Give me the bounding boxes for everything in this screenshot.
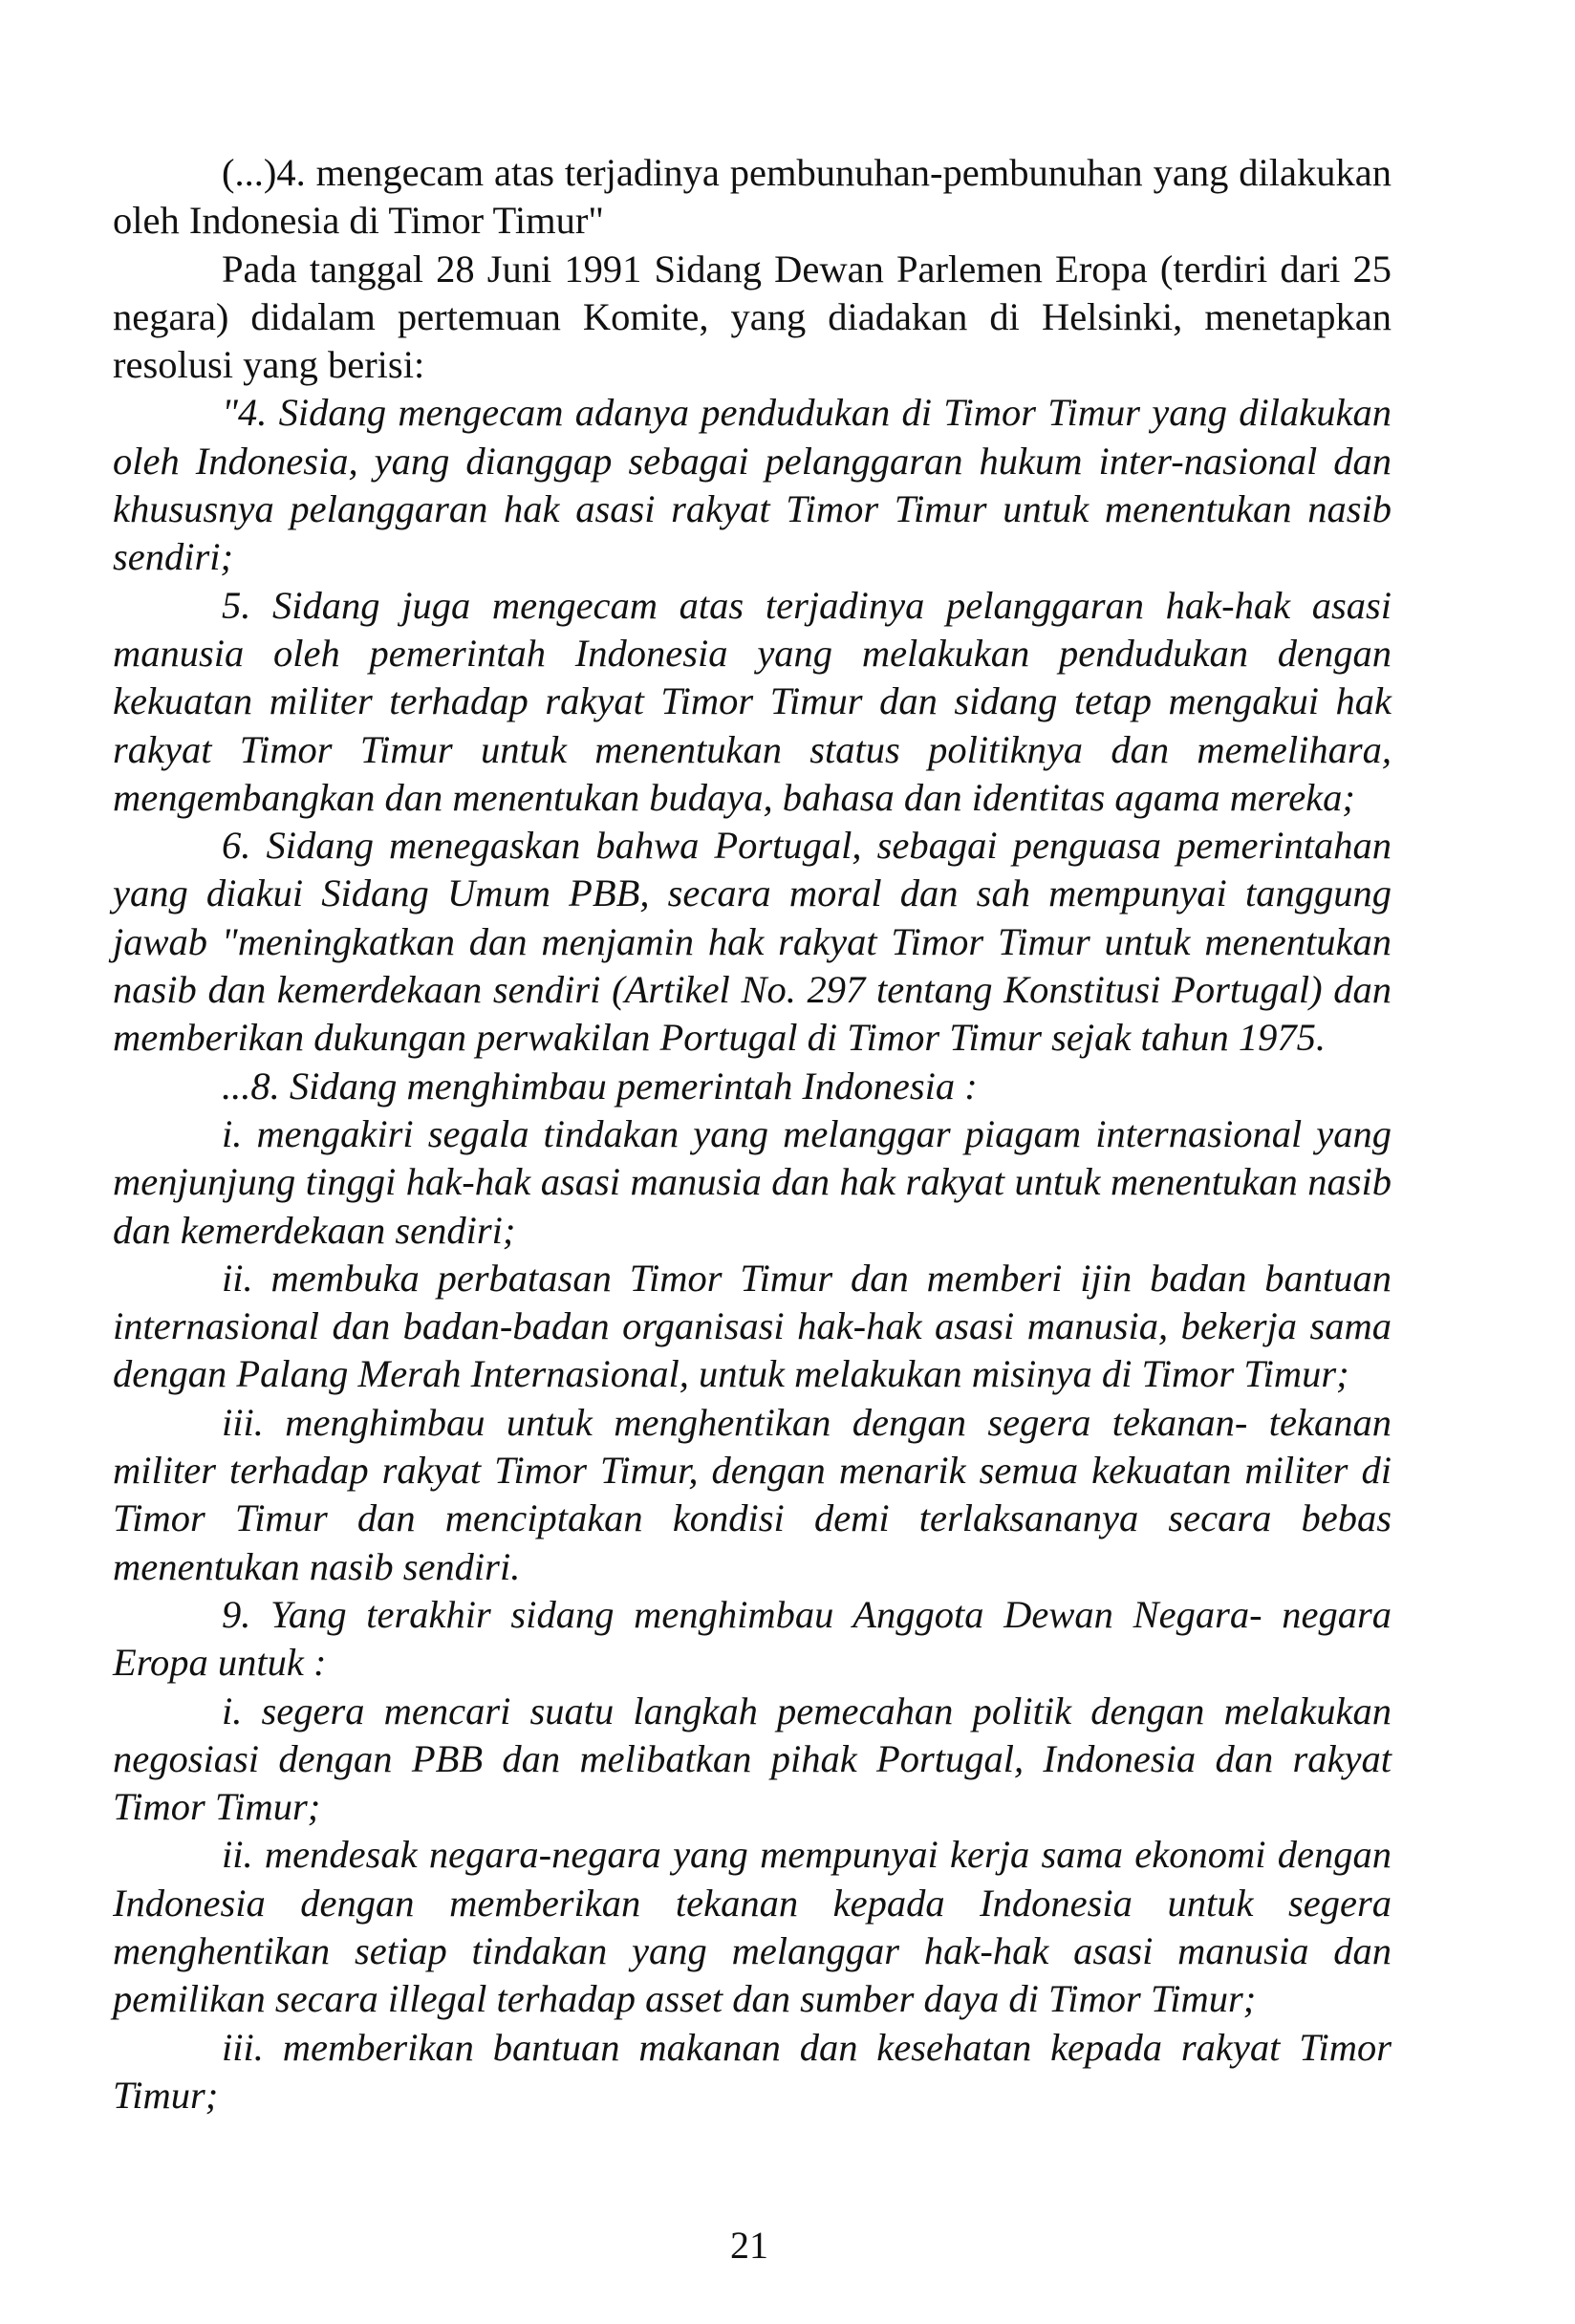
paragraph-point-9: 9. Yang terakhir sidang menghimbau Anggota Dewan Negara- negara Eropa untuk : <box>113 1592 1392 1685</box>
paragraph-resolution-intro: Pada tanggal 28 Juni 1991 Sidang Dewan Parlemen Eropa (terdiri dari 25 negara) didalam pertemuan Komite, yang diadakan di Helsinki, menetapkan resolusi yang berisi: <box>113 247 1392 387</box>
paragraph-point-9-i: i. segera mencari suatu langkah pemecahan politik dengan melakukan negosiasi dengan PBB dan melibatkan pihak Portugal, Indonesia dan rakyat Timor Timur; <box>113 1689 1392 1829</box>
paragraph-point-8-iii: iii. menghimbau untuk menghentikan dengan segera tekanan- tekanan militer terhadap rakyat Timor Timur, dengan menarik semua kekuatan militer di Timor Timur dan menciptakan kondisi demi terlaksananya secara bebas menentukan nasib sendiri. <box>113 1400 1392 1588</box>
paragraph-quote-end: (...)4. mengecam atas terjadinya pembunuhan-pembunuhan yang dilakukan oleh Indonesia di Timor Timur" <box>113 151 1392 243</box>
paragraph-point-6: 6. Sidang menegaskan bahwa Portugal, sebagai penguasa pemerintahan yang diakui Sidang Umum PBB, secara moral dan sah mempunyai tanggung jawab "meningkatkan dan menjamin hak rakyat Timor Timur untuk menentukan nasib dan kemerdekaan sendiri (Artikel No. 297 tentang Konstitusi Portugal) dan memberikan dukungan perwakilan Portugal di Timor Timur sejak tahun 1975. <box>113 824 1392 1060</box>
paragraph-point-8: ...8. Sidang menghimbau pemerintah Indonesia : <box>222 1064 978 1108</box>
paragraph-point-4: "4. Sidang mengecam adanya pendudukan di Timor Timur yang dilakukan oleh Indonesia, yang dianggap sebagai pelanggaran hukum inter-nasional dan khususnya pelanggaran hak asasi rakyat Timor Timur untuk menentukan nasib sendiri; <box>113 391 1392 579</box>
paragraph-point-5: 5. Sidang juga mengecam atas terjadinya pelanggaran hak-hak asasi manusia oleh pemerintah Indonesia yang melakukan pendudukan dengan kekuatan militer terhadap rakyat Timor Timur dan sidang tetap mengakui hak rakyat Timor Timur untuk menentukan status politiknya dan memelihara, mengembangkan dan menentukan budaya, bahasa dan identitas agama mereka; <box>113 583 1392 819</box>
paragraph-point-9-iii: iii. memberikan bantuan makanan dan kesehatan kepada rakyat Timor Timur; <box>113 2025 1392 2117</box>
paragraph-point-8-i: i. mengakiri segala tindakan yang melanggar piagam internasional yang menjunjung tinggi hak-hak asasi manusia dan hak rakyat untuk menentukan nasib dan kemerdekaan sendiri; <box>113 1111 1392 1252</box>
paragraph-point-8-ii: ii. membuka perbatasan Timor Timur dan memberi ijin badan bantuan internasional dan badan-badan organisasi hak-hak asasi manusia, bekerja sama dengan Palang Merah Internasional, untuk melakukan misinya di Timor Timur; <box>113 1256 1392 1396</box>
paragraph-point-9-ii: ii. mendesak negara-negara yang mempunyai kerja sama ekonomi dengan Indonesia dengan memberikan tekanan kepada Indonesia untuk segera menghentikan setiap tindakan yang melanggar hak-hak asasi manusia dan pemilikan secara illegal terhadap asset dan sumber daya di Timor Timur; <box>113 1833 1392 2021</box>
page-number: 21 <box>730 2224 768 2267</box>
body-text <box>113 149 1392 2120</box>
